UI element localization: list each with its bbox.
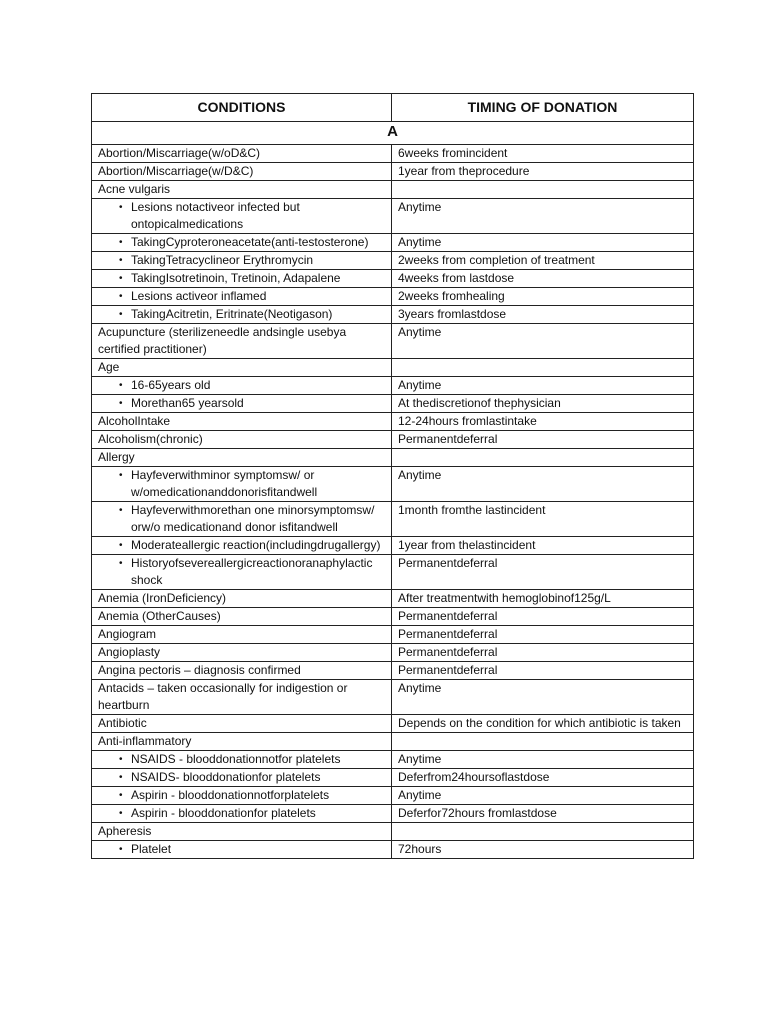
bullet-icon: • [119,505,123,516]
table-row [92,590,694,608]
condition-text: Acne vulgaris [98,182,171,196]
timing-cell [392,680,694,715]
condition-text: TakingIsotretinoin, Tretinoin, Adapalene [131,271,341,285]
timing-cell [392,359,694,377]
timing-text: Anytime [398,752,442,766]
bullet-icon: • [119,255,123,266]
table-row [92,841,694,859]
condition-cell [92,395,392,413]
condition-cell [92,787,392,805]
table-row [92,288,694,306]
table-row [92,537,694,555]
table-row [92,733,694,751]
condition-text: Anemia (OtherCauses) [98,609,221,623]
bullet-icon: • [119,470,123,481]
condition-text: Antacids – taken occasionally for indigestion or heartburn [98,681,348,712]
timing-cell [392,715,694,733]
timing-text: 4weeks from lastdose [398,271,515,285]
condition-text: Age [98,360,120,374]
condition-text: Historyofsevereallergicreactionoranaphylactic shock [131,556,373,587]
timing-cell [392,395,694,413]
timing-text: Anytime [398,200,442,214]
condition-text: NSAIDS - blooddonationnotfor platelets [131,752,341,766]
table-row [92,644,694,662]
condition-cell [92,288,392,306]
table-header-row [92,94,694,122]
timing-text: Deferfor72hours fromlastdose [398,806,557,820]
condition-cell [92,662,392,680]
timing-cell [392,787,694,805]
condition-text: Allergy [98,450,135,464]
timing-text: After treatmentwith hemoglobinof125g/L [398,591,611,605]
condition-cell [92,413,392,431]
bullet-icon: • [119,291,123,302]
condition-text: Acupuncture (sterilizeneedle andsingle usebya certified practitioner) [98,325,347,356]
table-row [92,555,694,590]
header-conditions: CONDITIONS [92,94,392,122]
bullet-icon: • [119,754,123,765]
table-row [92,234,694,252]
condition-text: Moderateallergic reaction(includingdrugallergy) [131,538,381,552]
condition-text: AlcoholIntake [98,414,171,428]
bullet-icon: • [119,380,123,391]
table-row [92,395,694,413]
condition-text: Anemia (IronDeficiency) [98,591,227,605]
timing-cell [392,662,694,680]
timing-cell [392,590,694,608]
bullet-icon: • [119,309,123,320]
condition-text: Aspirin - blooddonationfor platelets [131,806,316,820]
timing-text: Anytime [398,235,442,249]
bullet-icon: • [119,273,123,284]
timing-text: 3years fromlastdose [398,307,507,321]
condition-text: Aspirin - blooddonationnotforplatelets [131,788,330,802]
table-row [92,270,694,288]
timing-text: At thediscretionof thephysician [398,396,561,410]
timing-cell [392,537,694,555]
timing-cell [392,252,694,270]
table-row [92,181,694,199]
condition-text: Morethan65 yearsold [131,396,244,410]
table-row [92,751,694,769]
condition-cell [92,306,392,324]
bullet-icon: • [119,808,123,819]
timing-text: Anytime [398,378,442,392]
timing-cell [392,431,694,449]
timing-cell [392,449,694,467]
timing-text: Depends on the condition for which antibiotic is taken [398,716,681,730]
condition-cell [92,431,392,449]
condition-text: Antibiotic [98,716,147,730]
table-row [92,787,694,805]
section-row [92,122,694,145]
bullet-icon: • [119,540,123,551]
timing-text: 72hours [398,842,442,856]
timing-cell [392,377,694,395]
timing-cell [392,823,694,841]
condition-cell [92,555,392,590]
timing-cell [392,234,694,252]
condition-cell [92,502,392,537]
table-row [92,324,694,359]
bullet-icon: • [119,790,123,801]
timing-cell [392,502,694,537]
timing-text: Anytime [398,681,442,695]
condition-text: NSAIDS- blooddonationfor platelets [131,770,321,784]
table-row [92,680,694,715]
timing-cell [392,413,694,431]
condition-text: Alcoholism(chronic) [98,432,203,446]
table-row [92,715,694,733]
timing-cell [392,644,694,662]
condition-text: Abortion/Miscarriage(w/D&C) [98,164,254,178]
condition-text: Angiogram [98,627,157,641]
table-row [92,252,694,270]
timing-text: 2weeks from completion of treatment [398,253,595,267]
condition-text: Platelet [131,842,172,856]
condition-cell [92,590,392,608]
condition-cell [92,252,392,270]
condition-cell [92,733,392,751]
timing-text: Deferfrom24hoursoflastdose [398,770,550,784]
timing-cell [392,608,694,626]
timing-cell [392,181,694,199]
table-row [92,608,694,626]
condition-cell [92,449,392,467]
table-row [92,306,694,324]
timing-text: 6weeks fromincident [398,146,508,160]
timing-cell [392,769,694,787]
condition-cell [92,805,392,823]
timing-text: 1month fromthe lastincident [398,503,546,517]
condition-cell [92,359,392,377]
donation-timing-table [91,93,694,859]
table-row [92,467,694,502]
table-row [92,805,694,823]
timing-cell [392,733,694,751]
condition-cell [92,467,392,502]
timing-text: Anytime [398,325,442,339]
condition-text: TakingAcitretin, Eritrinate(Neotigason) [131,307,333,321]
condition-cell [92,234,392,252]
condition-cell [92,537,392,555]
condition-cell [92,270,392,288]
timing-cell [392,324,694,359]
condition-text: Angioplasty [98,645,161,659]
condition-cell [92,841,392,859]
header-timing: TIMING OF DONATION [392,94,694,122]
timing-cell [392,163,694,181]
timing-text: Permanentdeferral [398,432,498,446]
timing-text: Permanentdeferral [398,556,498,570]
timing-cell [392,555,694,590]
bullet-icon: • [119,202,123,213]
bullet-icon: • [119,558,123,569]
timing-text: Anytime [398,468,442,482]
timing-text: 12-24hours fromlastintake [398,414,537,428]
timing-text: Permanentdeferral [398,609,498,623]
timing-cell [392,467,694,502]
condition-cell [92,769,392,787]
condition-cell [92,145,392,163]
timing-cell [392,751,694,769]
condition-text: Hayfeverwithminor symptomsw/ or w/omedicationanddonorisfitandwell [131,468,318,499]
table-row [92,377,694,395]
condition-text: Abortion/Miscarriage(w/oD&C) [98,146,261,160]
table-row [92,163,694,181]
timing-text: Permanentdeferral [398,663,498,677]
timing-text: Permanentdeferral [398,627,498,641]
condition-cell [92,751,392,769]
timing-cell [392,288,694,306]
condition-cell [92,324,392,359]
timing-text: 1year from thelastincident [398,538,536,552]
condition-cell [92,199,392,234]
timing-cell [392,306,694,324]
condition-text: Lesions activeor inflamed [131,289,267,303]
timing-cell [392,270,694,288]
timing-cell [392,199,694,234]
condition-text: Angina pectoris – diagnosis confirmed [98,663,301,677]
condition-cell [92,377,392,395]
condition-cell [92,715,392,733]
condition-cell [92,608,392,626]
condition-text: 16-65years old [131,378,211,392]
table-body [92,122,694,859]
timing-text: Anytime [398,788,442,802]
table-row [92,769,694,787]
table-row [92,413,694,431]
timing-cell [392,841,694,859]
table-row [92,662,694,680]
condition-text: Apheresis [98,824,152,838]
condition-cell [92,823,392,841]
condition-text: TakingCyproteroneacetate(anti-testosterone) [131,235,369,249]
table-row [92,626,694,644]
timing-cell [392,805,694,823]
condition-cell [92,181,392,199]
bullet-icon: • [119,772,123,783]
bullet-icon: • [119,844,123,855]
timing-cell [392,626,694,644]
table-row [92,145,694,163]
condition-text: Lesions notactiveor infected but ontopicalmedications [131,200,300,231]
bullet-icon: • [119,398,123,409]
table-row [92,449,694,467]
section-letter: A [92,122,694,145]
table-row [92,359,694,377]
condition-text: TakingTetracyclineor Erythromycin [131,253,314,267]
bullet-icon: • [119,237,123,248]
condition-cell [92,163,392,181]
condition-cell [92,680,392,715]
timing-cell [392,145,694,163]
table-row [92,502,694,537]
condition-cell [92,626,392,644]
condition-text: Anti-inflammatory [98,734,192,748]
timing-text: 1year from theprocedure [398,164,530,178]
timing-text: Permanentdeferral [398,645,498,659]
table-row [92,823,694,841]
condition-cell [92,644,392,662]
condition-text: Hayfeverwithmorethan one minorsymptomsw/ orw/o medicationand donor isfitandwell [131,503,375,534]
timing-text: 2weeks fromhealing [398,289,505,303]
table-row [92,431,694,449]
table-row [92,199,694,234]
